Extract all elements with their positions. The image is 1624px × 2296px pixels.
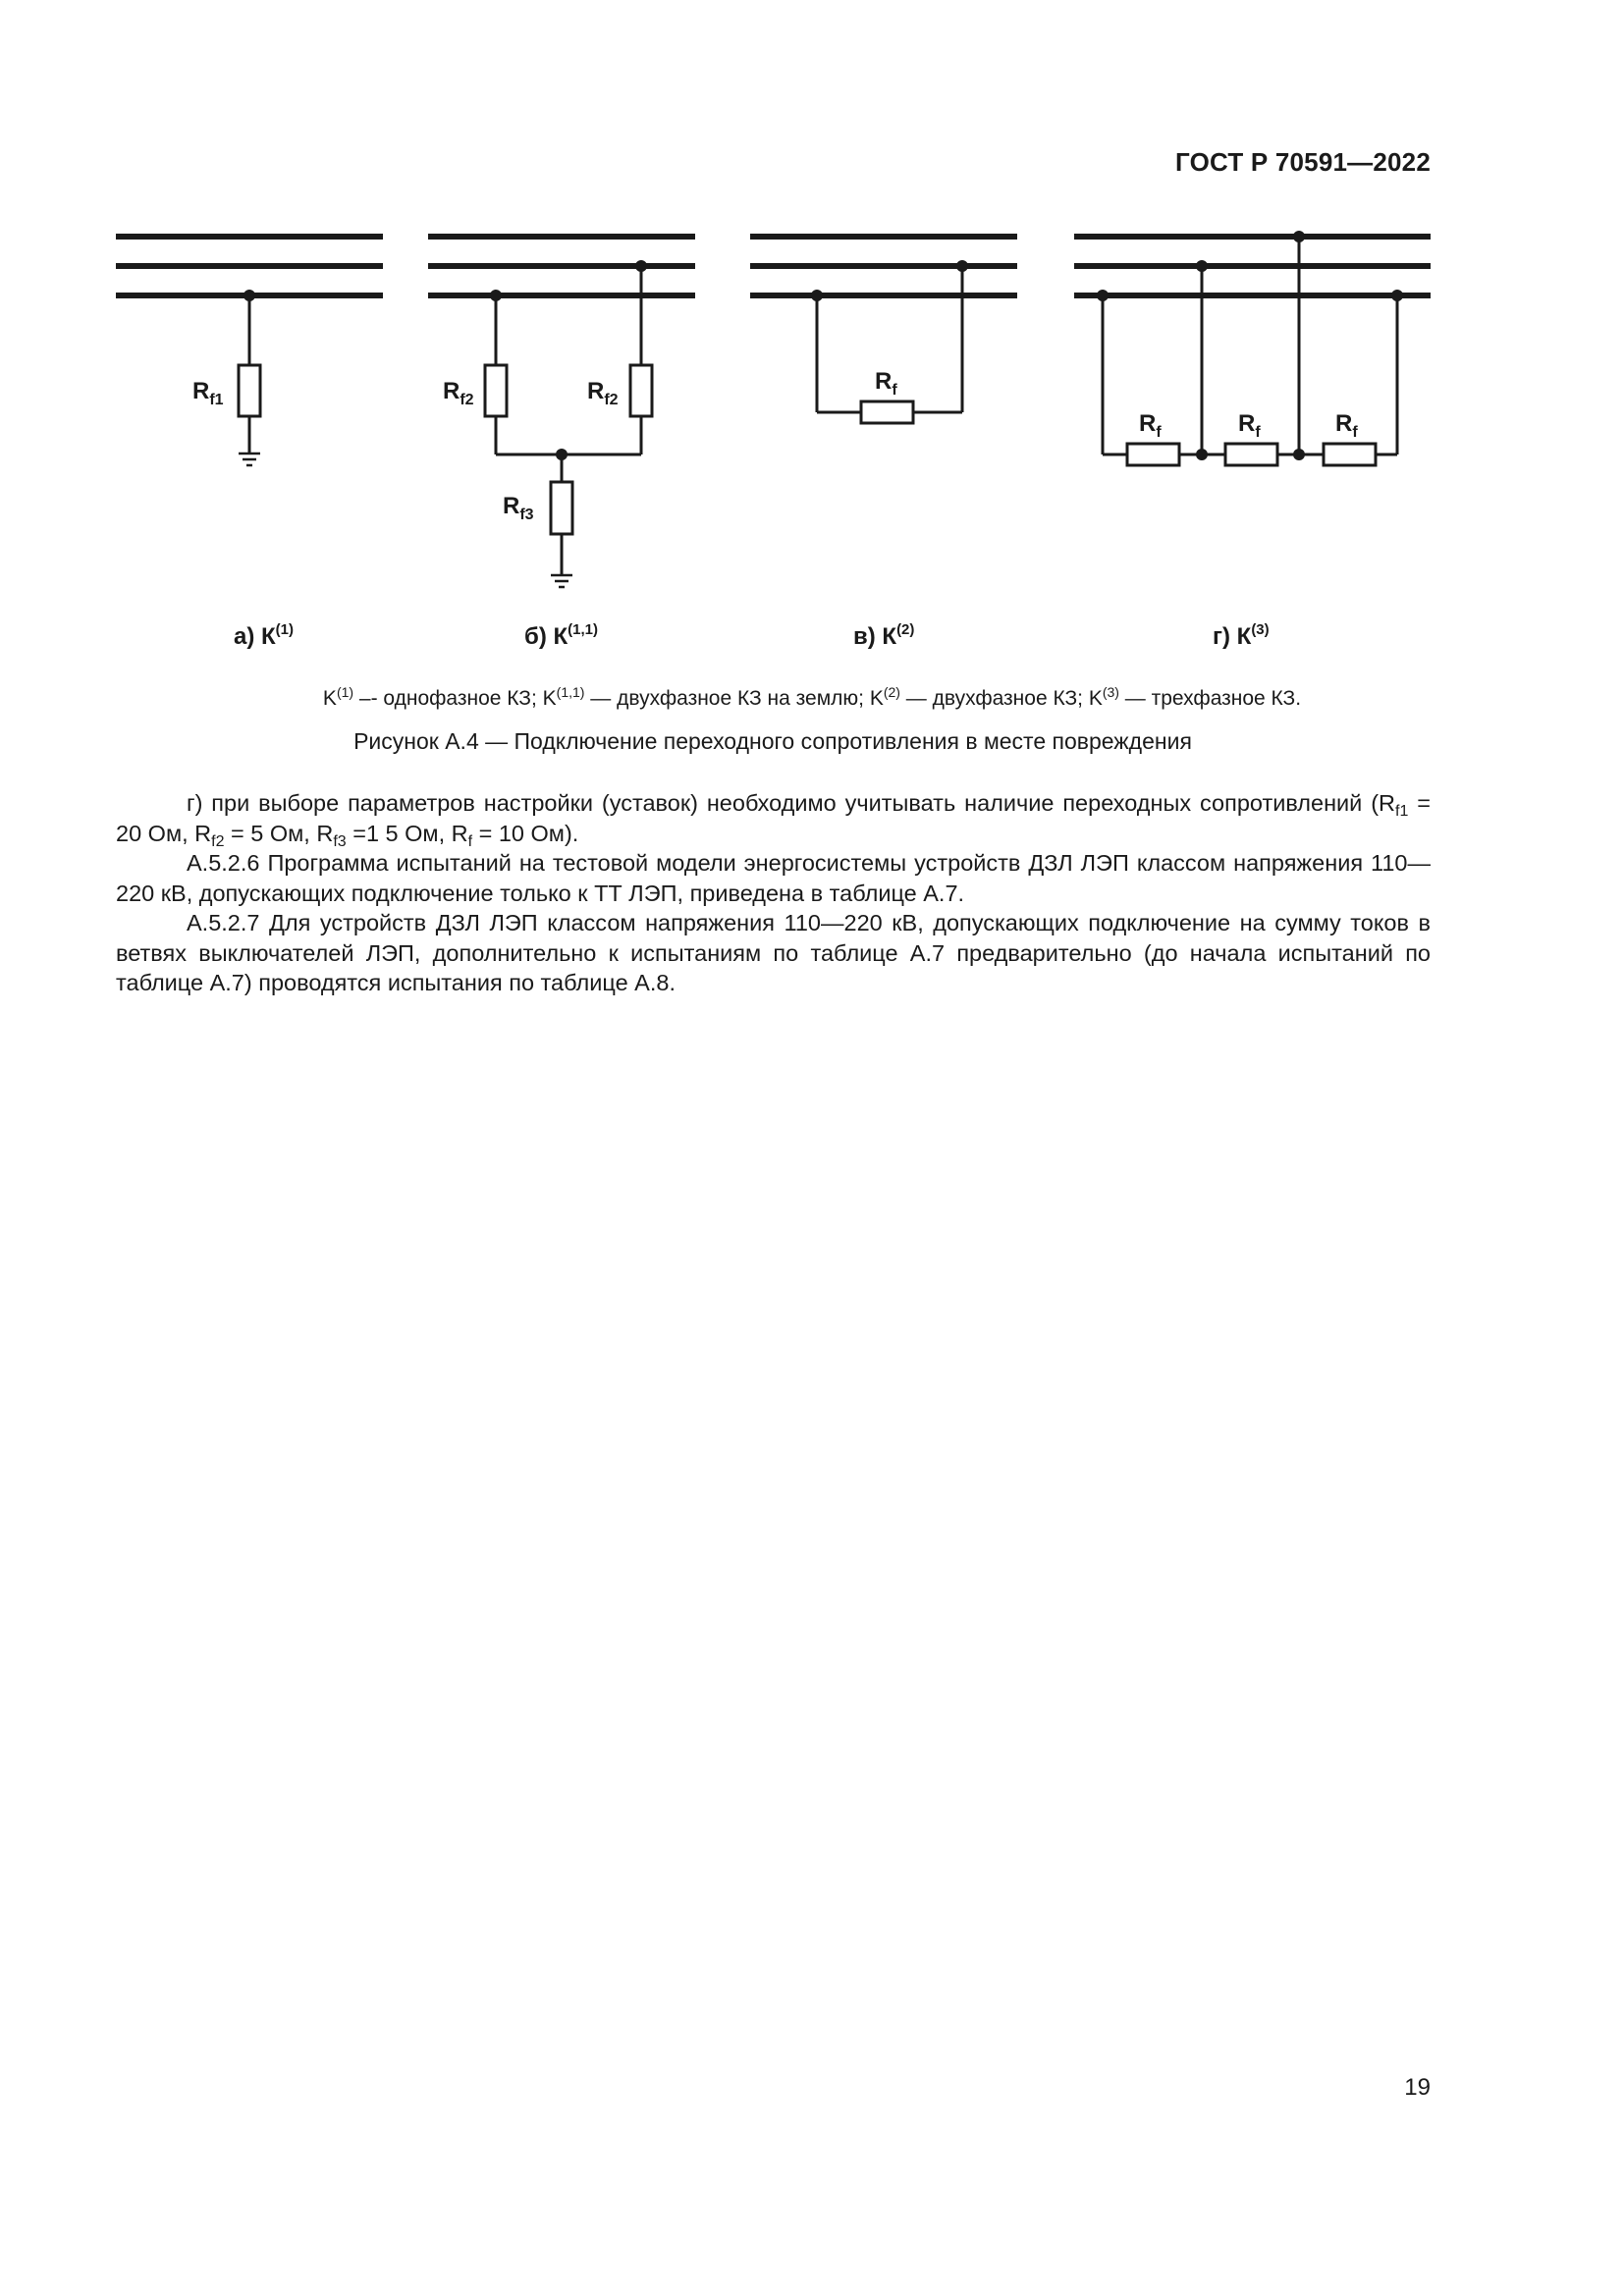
label-rf-d2: $R_f$ [1238, 410, 1261, 441]
figure-caption: Рисунок А.4 — Подключение переходного сопротивления в месте повреждения [353, 728, 1192, 754]
resistor-rf-c [861, 401, 913, 423]
label-rf3: $R_{f3}$ [503, 493, 534, 523]
label-rf1: $R_{f1}$ [192, 378, 224, 408]
circuit-c [750, 237, 1017, 423]
label-rf-d3: $R_f$ [1335, 410, 1358, 441]
sublabel-b: б) К$^{(1,1)}$ [524, 621, 598, 650]
ground-icon-a [239, 454, 260, 465]
resistor-rf1 [239, 365, 260, 416]
circuit-b [428, 237, 695, 587]
page-number: 19 [1404, 2074, 1431, 2101]
paragraph-g: г) при выборе параметров настройки (уставок) необходимо учитывать наличие переходных сопротивлений ($R_{f1} = 20$ Ом, $R_{f2} = 5$ Ом, $R_{f3} =1$ 5 Ом, $R_f = 10$ Ом). [116, 790, 1431, 850]
paragraph-a527: А.5.2.7 Для устройств ДЗЛ ЛЭП классом напряжения 110—220 кВ, допускающих подключение на сумму токов в ветвях выключателей ЛЭП, дополнительно к испытаниям по таблице А.7 предварительно (до начала испытаний по таблице А.7) проводятся испытания по таблице А.8. [116, 910, 1431, 995]
label-rf2-left: $R_{f2}$ [443, 378, 474, 408]
sublabel-a: а) $К^{(1)}$ [234, 621, 294, 650]
sublabel-d: г) $К^{(3)}$ [1213, 621, 1270, 650]
label-rf-d1: $R_f$ [1139, 410, 1162, 441]
resistor-rf-d2 [1225, 444, 1277, 465]
body-text [116, 788, 1431, 998]
resistor-rf-d3 [1324, 444, 1376, 465]
resistor-rf2-left [485, 365, 507, 416]
sublabel-c: в) $К^{(2)}$ [853, 621, 915, 650]
resistor-rf3 [551, 482, 572, 534]
paragraph-a526: А.5.2.6 Программа испытаний на тестовой модели энергосистемы устройств ДЗЛ ЛЭП классом напряжения 110—220 кВ, допускающих подключение только к ТТ ЛЭП, приведена в таблице А.7. [116, 850, 1431, 906]
ground-icon-b [551, 575, 572, 587]
circuit-a [116, 237, 383, 465]
standard-designation: ГОСТ Р 70591—2022 [1175, 147, 1431, 177]
figure-legend: $K^{(1)}$ –- однофазное КЗ; K$^{(1,1)}$ — двухфазное КЗ на землю; $K^{(2)}$ — двухфазное КЗ; $K^{(3)}$ — трехфазное КЗ. [322, 684, 1302, 710]
label-rf-c: $R_f$ [875, 368, 897, 399]
label-rf2-right: $R_{f2}$ [587, 378, 619, 408]
fault-resistance-diagram [0, 0, 1624, 667]
resistor-rf-d1 [1127, 444, 1179, 465]
resistor-rf2-right [630, 365, 652, 416]
